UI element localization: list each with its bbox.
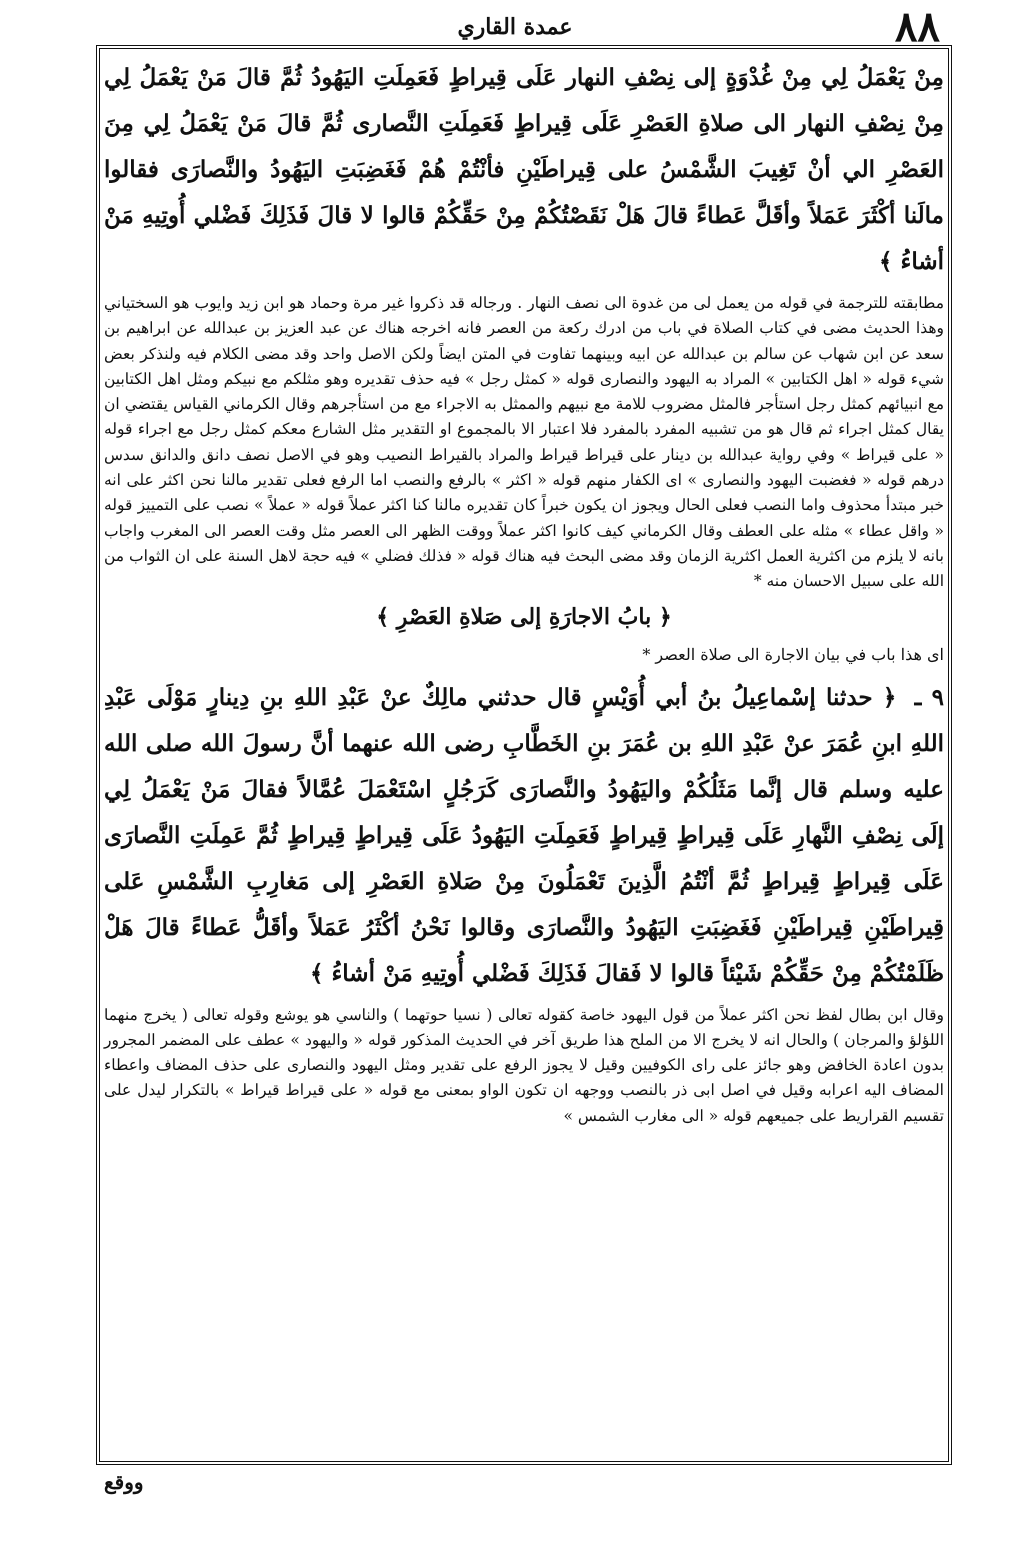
chapter-title: ﴿ بابُ الاجارَةِ إلى صَلاةِ العَصْرِ ﴾	[376, 603, 672, 630]
page-header	[90, 2, 940, 51]
chapter-explanation: اى هذا باب في بيان الاجارة الى صلاة العصر *	[642, 644, 944, 664]
page-body	[104, 55, 944, 1129]
commentary-paragraph-1: مطابقته للترجمة في قوله من يعمل لى من غدوة الى نصف النهار . ورجاله قد ذكروا غير مرة وحماد هو ابن زيد وايوب هو السختياني وهذا الحديث مضى في كتاب الصلاة في باب من ادرك ركعة من العصر فانه اخرجه هناك عن عبد العزيز بن عبدالله عن ابراهيم بن سعد عن ابن شهاب عن سالم بن عبدالله عن ابيه وبينهما تفاوت في المتن ايضاً ولكن الاصل واحد وقد مضى الكلام فيه ولنذكر بعض شيء قوله « اهل الكتابين » المراد به اليهود والنصارى قوله « كمثل رجل » فيه حذف تقديره وهو مثلكم مع نبيكم ومثل اهل الكتابين مع انبيائهم كمثل رجل استأجر فالمثل مضروب للامة مع نبيهم والممثل به الاجراء مع من استأجرهم وقال الكرماني القياس يقتضي ان يقال كمثل اجراء ثم قال هو من تشبيه المفرد بالمفرد فلا اعتبار الا بالمجموع او التقدير مثل الشارع معكم كمثل رجل مع اجراء قوله « على قيراط » وفي رواية عبدالله بن دينار على قيراط قيراط والمراد بالقيراط النصيب وهو في الاصل نصف دانق والدانق سدس درهم قوله « فغضبت اليهود والنصارى » اى الكفار منهم قوله « اكثر » بالرفع والنصب اما الرفع فعلى تقدير مالنا نحن اكثر على انه خبر مبتدأ محذوف واما النصب فعلى الحال ويجوز ان يكون خبراً كان تقديره مالنا كنا اكثر عملاً قوله « عملاً » نصب على التمييز قوله « واقل عطاء » مثله على العطف وقال الكرماني كيف كانوا اكثر عملاً ووقت الظهر الى العصر مثل وقت العصر الى المغرب واجاب بانه لا يلزم من اكثرية العمل اكثرية الزمان وقد مضى البحث فيه هناك قوله « فذلك فضلي » فيه حجة لاهل السنة على ان الثواب من الله على سبيل الاحسان منه *	[104, 294, 944, 591]
hadith-number: ٩ ـ	[914, 683, 945, 711]
running-title: عمدة القاري	[457, 14, 573, 40]
hadith-block	[104, 675, 944, 997]
commentary-paragraph-2: وقال ابن بطال لفظ نحن اكثر عملاً من قول اليهود خاصة كقوله تعالى ( نسيا حوتهما ) والناسي هو يوشع وقوله تعالى ( يخرج منهما اللؤلؤ والمرجان ) والحال انه لا يخرج الا من الملح هذا طريق آخر في الحديث المذكور قوله « واليهود » عطف على المضمر المجرور بدون اعادة الخافض وهو جائز على راى الكوفيين وقيل لا يجوز الرفع على تقدير ومثل اليهود والنصارى على حذف المضاف واعطاء المضاف اليه اعرابه وقيل في اصل ابى ذر بالنصب ووجهه ان تكون الواو بمعنى مع قوله « على قيراط قيراط » بالتكرار ليدل على تقسيم القراريط على جميعهم قوله « الى مغارب الشمس »	[104, 1005, 944, 1125]
hadith-text: ﴿ حدثنا إسْماعِيلُ بنُ أبي أُوَيْسٍ قال حدثني مالِكٌ عنْ عَبْدِ اللهِ بنِ دِينارٍ مَوْلَى عَبْدِ اللهِ ابنِ عُمَرَ عنْ عَبْدِ اللهِ بن عُمَرَ بنِ الخَطَّابِ رضى الله عنهما أنَّ رسولَ الله صلى الله عليه وسلم قال إنَّما مَثَلُكُمْ واليَهُودُ والنَّصارَى كَرَجُلٍ اسْتَعْمَلَ عُمَّالاً فقالَ مَنْ يَعْمَلُ لِي إلَى نِصْفِ النَّهارِ عَلَى قِيراطٍ قِيراطٍ فَعَمِلَتِ اليَهُودُ عَلَى قِيراطٍ قِيراطٍ ثُمَّ عَمِلَتِ النَّصارَى عَلَى قِيراطٍ قِيراطٍ ثُمَّ أنْتُمُ الَّذِينَ تَعْمَلُونَ مِنْ صَلاةِ العَصْرِ إلى مَغارِبِ الشَّمْسِ عَلى قِيراطَيْنِ قِيراطَيْنِ فَغَضِبَتِ اليَهُودُ والنَّصارَى وقالوا نَحْنُ أكْثَرُ عَمَلاً وأقَلُّ عَطاءً قالَ هَلْ ظَلَمْتُكُمْ مِنْ حَقِّكُمْ شَيْئاً قالوا لا فَقالَ فَذَلِكَ فَضْلي أُوتِيهِ مَنْ أشاءُ ﴾	[104, 683, 944, 987]
page-number: ٨٨	[894, 2, 940, 51]
hadith-text-continued: مِنْ يَعْمَلُ لِي مِنْ غُدْوَةٍ إلى نِصْفِ النهار عَلَى قِيراطٍ فَعَمِلَتِ اليَهُودُ ثُمَّ قالَ مَنْ يَعْمَلُ لِي مِنْ نِصْفِ النهار الى صلاةِ العَصْرِ عَلَى قِيراطٍ فَعَمِلَتِ النَّصارى ثُمَّ قالَ مَنْ يَعْمَلُ لِي مِنَ العَصْرِ الي أنْ تَغِيبَ الشَّمْسُ على قِيراطَيْنِ فأنْتُمْ هُمْ فَغَضِبَتِ اليَهُودُ والنَّصارَى فقالوا مالَنا أكْثَرَ عَمَلاً وأقَلَّ عَطاءً قالَ هَلْ نَقَصْتُكُمْ مِنْ حَقِّكُمْ قالوا لا قالَ فَذَلِكَ فَضْلي أُوتِيهِ مَنْ أشاءُ ﴾	[104, 64, 944, 275]
catchword: ووقع	[104, 1470, 144, 1494]
